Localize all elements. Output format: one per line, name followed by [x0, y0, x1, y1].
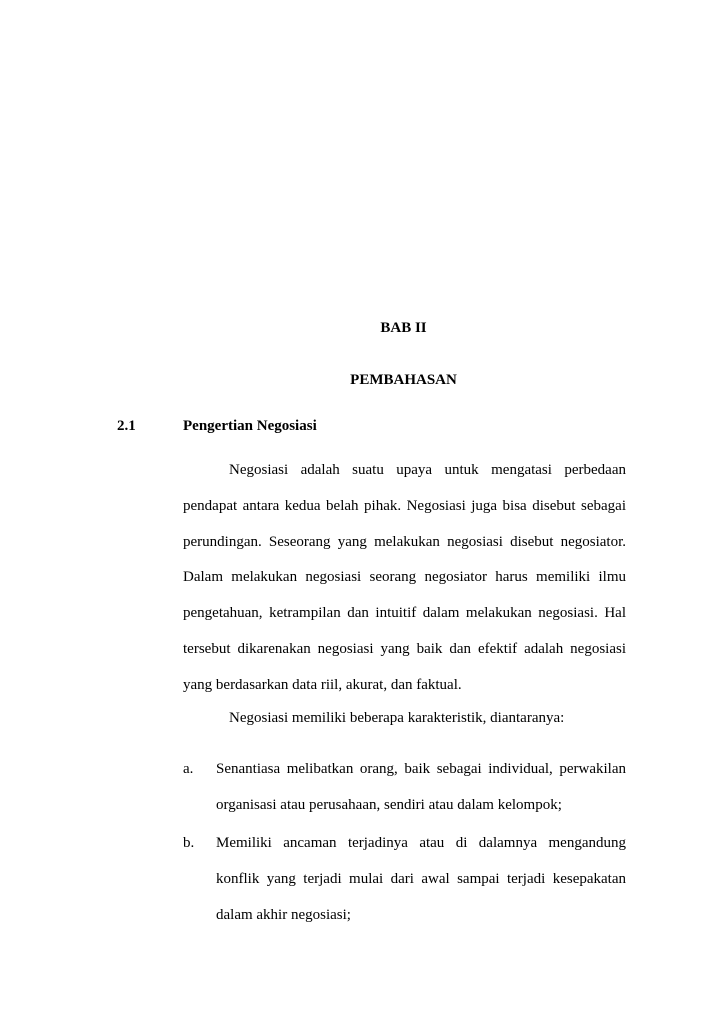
paragraph-characteristics-intro: Negosiasi memiliki beberapa karakteristik, diantaranya:	[229, 710, 565, 726]
section-title: Pengertian Negosiasi	[183, 418, 317, 434]
chapter-title: PEMBAHASAN	[350, 372, 457, 388]
list-marker: b.	[183, 835, 195, 851]
list-item-text: Senantiasa melibatkan orang, baik sebagai individual, perwakilan organisasi atau perusahaan, sendiri atau dalam kelompok;	[216, 761, 626, 813]
chapter-number: BAB II	[380, 320, 427, 336]
paragraph-definition: Negosiasi adalah suatu upaya untuk mengatasi perbedaan pendapat antara kedua belah pihak. Negosiasi juga bisa disebut sebagai perundingan. Seseorang yang melakukan negosiasi disebut negosiator. Dalam melakukan negosiasi seorang negosiator harus memiliki ilmu pengetahuan, ketrampilan dan intuitif dalam melakukan negosiasi. Hal tersebut dikarenakan negosiasi yang baik dan efektif adalah negosiasi yang berdasarkan data riil, akurat, dan faktual.	[183, 462, 626, 693]
section-number: 2.1	[117, 418, 136, 434]
list-item-text: Memiliki ancaman terjadinya atau di dalamnya mengandung konflik yang terjadi mulai dari awal sampai terjadi kesepakatan dalam akhir negosiasi;	[216, 835, 626, 923]
list-marker: a.	[183, 761, 194, 777]
